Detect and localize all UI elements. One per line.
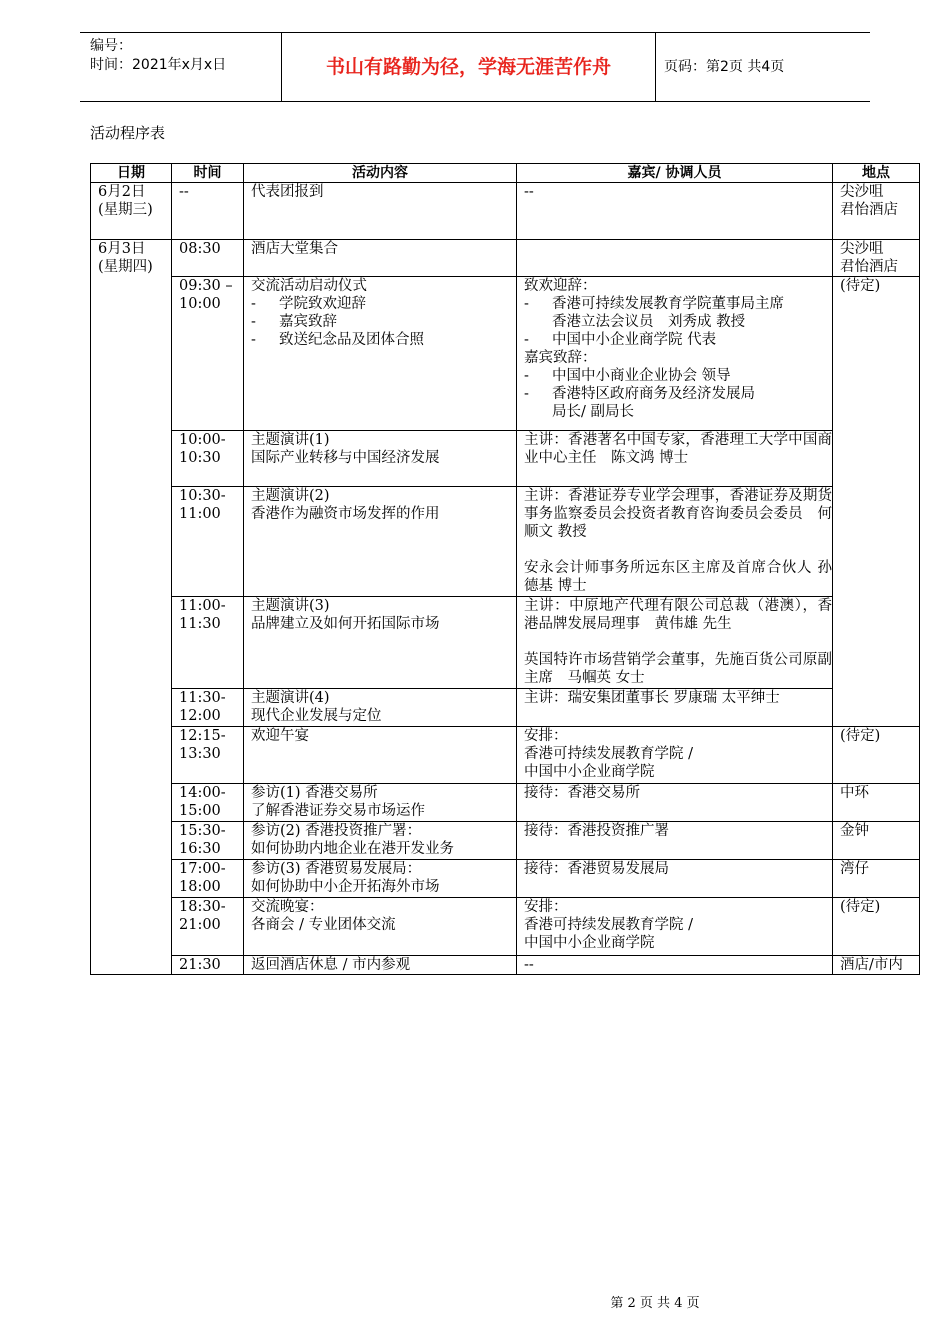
- guest-cell: 安排： 香港可持续发展教育学院 / 中国中小企业商学院: [517, 898, 833, 956]
- col-header-date: 日期: [91, 164, 172, 183]
- guest-cell: [517, 240, 833, 277]
- table-row: [91, 689, 920, 727]
- header-page-info: 页码：第2页 共4页: [664, 59, 785, 75]
- table-row: [91, 487, 920, 597]
- activity-cell: 主题演讲(3) 品牌建立及如何开拓国际市场: [244, 597, 517, 689]
- table-row: [91, 860, 920, 898]
- table-header-row: [91, 164, 920, 183]
- document-title: 活动程序表: [90, 124, 166, 142]
- list-item: - 中国中小企业商学院 代表: [524, 332, 717, 348]
- guest-cell: 接待：香港交易所: [517, 784, 833, 822]
- venue-cell: (待定): [833, 727, 920, 784]
- header-left: [90, 37, 280, 75]
- date-label: 时间：2021年x月x日: [90, 57, 227, 73]
- guest-cell: 主讲：瑞安集团董事长 罗康瑞 太平绅士: [517, 689, 833, 727]
- activity-cell: 主题演讲(2) 香港作为融资市场发挥的作用: [244, 487, 517, 597]
- table-row: [91, 597, 920, 689]
- time-cell: 11:00- 11:30: [172, 597, 244, 689]
- table-row: [91, 431, 920, 487]
- guest-cell: 接待：香港投资推广署: [517, 822, 833, 860]
- activity-cell: 欢迎午宴: [244, 727, 517, 784]
- table-row: [91, 183, 920, 240]
- col-header-time: 时间: [172, 164, 244, 183]
- list-item: - 致送纪念品及团体合照: [251, 332, 424, 348]
- venue-cell: 酒店/市内: [833, 956, 920, 975]
- time-cell: 21:30: [172, 956, 244, 975]
- table-row: [91, 898, 920, 956]
- venue-cell: (待定): [833, 898, 920, 956]
- venue-cell: 中环: [833, 784, 920, 822]
- venue-cell: (待定): [833, 277, 920, 727]
- activity-cell: 主题演讲(1) 国际产业转移与中国经济发展: [244, 431, 517, 487]
- table-row: [91, 240, 920, 277]
- time-cell: 17:00- 18:00: [172, 860, 244, 898]
- activity-cell: 参访(1) 香港交易所 了解香港证券交易市场运作: [244, 784, 517, 822]
- col-header-venue: 地点: [833, 164, 920, 183]
- time-cell: 10:30- 11:00: [172, 487, 244, 597]
- guest-cell: --: [517, 183, 833, 240]
- header-motto: 书山有路勤为径，学海无涯苦作舟: [281, 33, 656, 101]
- col-header-activity: 活动内容: [244, 164, 517, 183]
- venue-cell: 金钟: [833, 822, 920, 860]
- table-row: [91, 727, 920, 784]
- schedule-table: [90, 163, 920, 975]
- guest-cell: 安排： 香港可持续发展教育学院 / 中国中小企业商学院: [517, 727, 833, 784]
- activity-cell: 代表团报到: [244, 183, 517, 240]
- table-row: [91, 784, 920, 822]
- serial-number-label: 编号：: [90, 38, 132, 54]
- activity-cell: 参访(3) 香港贸易发展局： 如何协助中小企开拓海外市场: [244, 860, 517, 898]
- activity-cell: 酒店大堂集合: [244, 240, 517, 277]
- activity-cell: 参访(2) 香港投资推广署： 如何协助内地企业在港开发业务: [244, 822, 517, 860]
- date-cell: 6月3日 (星期四): [91, 240, 172, 975]
- guest-cell: 接待：香港贸易发展局: [517, 860, 833, 898]
- list-item: - 香港可持续发展教育学院董事局主席: [524, 296, 784, 312]
- guest-cell: 主讲：香港证券专业学会理事，香港证券及期货事务监察委员会投资者教育咨询委员会委员 何顺文 教授 安永会计师事务所远东区主席及首席合伙人 孙德基 博士: [517, 487, 833, 597]
- venue-cell: 尖沙咀 君怡酒店: [833, 183, 920, 240]
- time-cell: 14:00- 15:00: [172, 784, 244, 822]
- list-item: - 学院致欢迎辞: [251, 296, 366, 312]
- page-header: [80, 32, 870, 102]
- time-cell: 09:30 – 10:00: [172, 277, 244, 431]
- time-cell: 10:00- 10:30: [172, 431, 244, 487]
- guest-cell: 主讲：香港著名中国专家，香港理工大学中国商业中心主任 陈文鸿 博士: [517, 431, 833, 487]
- time-cell: 11:30- 12:00: [172, 689, 244, 727]
- activity-cell: 返回酒店休息 / 市内参观: [244, 956, 517, 975]
- guest-cell: --: [517, 956, 833, 975]
- col-header-guests: 嘉宾/ 协调人员: [517, 164, 833, 183]
- guest-cell: 主讲：中原地产代理有限公司总裁（港澳），香港品牌发展局理事 黄伟雄 先生 英国特许市场营销学会董事，先施百货公司原副主席 马帼英 女士: [517, 597, 833, 689]
- page-footer: 第 2 页 共 4 页: [610, 1296, 700, 1311]
- venue-cell: 尖沙咀 君怡酒店: [833, 240, 920, 277]
- time-cell: --: [172, 183, 244, 240]
- guest-cell: 致欢迎辞： - 香港可持续发展教育学院董事局主席 香港立法会议员 刘秀成 教授 - 中国中小企业商学院 代表 嘉宾致辞： - 中国中小商业企业协会 领导 - 香港特区政府商务及经济发展局 局长/ 副局长: [517, 277, 833, 431]
- activity-cell: 交流晚宴： 各商会 / 专业团体交流: [244, 898, 517, 956]
- list-item: - 香港特区政府商务及经济发展局: [524, 386, 755, 402]
- time-cell: 12:15- 13:30: [172, 727, 244, 784]
- table-row: [91, 277, 920, 431]
- table-row: [91, 956, 920, 975]
- table-row: [91, 822, 920, 860]
- time-cell: 15:30- 16:30: [172, 822, 244, 860]
- activity-cell: 交流活动启动仪式 - 学院致欢迎辞 - 嘉宾致辞 - 致送纪念品及团体合照: [244, 277, 517, 431]
- time-cell: 18:30- 21:00: [172, 898, 244, 956]
- list-item: - 嘉宾致辞: [251, 314, 337, 330]
- date-cell: 6月2日 (星期三): [91, 183, 172, 240]
- list-item: - 中国中小商业企业协会 领导: [524, 368, 731, 384]
- time-cell: 08:30: [172, 240, 244, 277]
- activity-cell: 主题演讲(4) 现代企业发展与定位: [244, 689, 517, 727]
- venue-cell: 湾仔: [833, 860, 920, 898]
